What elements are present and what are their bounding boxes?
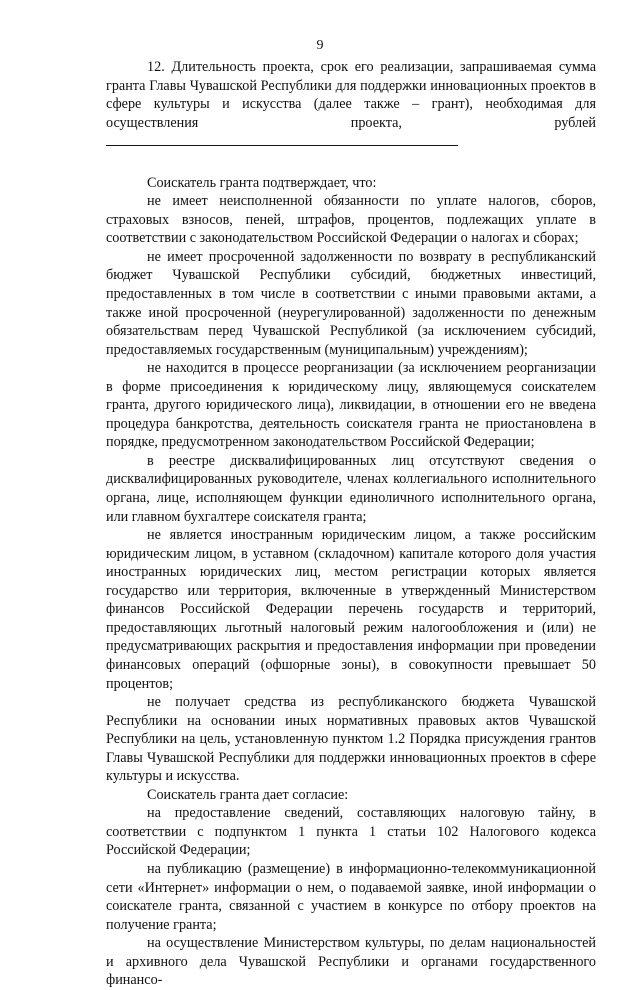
- consent-item-1: на предоставление сведений, составляющих налоговую тайну, в соответствии с подпунктом 1 пункта 1 статьи 102 Налогового кодекса Российской Федерации;: [106, 805, 596, 859]
- intro-paragraph: [106, 58, 596, 152]
- confirm-item-2: не имеет просроченной задолженности по возврату в республиканский бюджет Чувашской Республики субсидий, бюджетных инвестиций, предоставленных в том числе в соответствии с иными правовыми актами, а также иной просроченной (неурегулированной) задолженности по денежным обязательствам перед Чувашской Республикой (за исключением субсидий, предоставляемых государственным (муниципальным) учреждениям);: [106, 248, 596, 358]
- page-number: 9: [316, 38, 324, 53]
- section-gap: [106, 152, 596, 174]
- intro-text: 12. Длительность проекта, срок его реализации, запрашиваемая сумма гранта Главы Чувашской Республики для поддержки инновационных проектов в сфере культуры и искусства (далее также – грант), необходимая для осуществления проекта, рублей: [106, 59, 596, 131]
- amount-fill-line: [106, 132, 458, 146]
- confirm-item-1: не имеет неисполненной обязанности по уплате налогов, сборов, страховых взносов, пеней, штрафов, процентов, подлежащих уплате в соответствии с законодательством Российской Федерации о налогах и сборах;: [106, 193, 596, 247]
- confirm-item-5: не является иностранным юридическим лицом, а также российским юридическим лицом, в уставном (складочном) капитале которого доля участия иностранных юридических лиц, местом регистрации которых является государство или территория, включенные в утвержденный Министерством финансов Российской Федерации перечень государств и территорий, предоставляющих льготный налоговый режим налогообложения и (или) не предусматривающих раскрытия и предоставления информации при проведении финансовых операций (офшорные зоны), в совокупности превышает 50 процентов;: [106, 527, 596, 692]
- consent-item-2: на публикацию (размещение) в информационно-телекоммуникационной сети «Интернет» информации о нем, о подаваемой заявке, иной информации о соискателе гранта, связанной с участием в конкурсе по отбору проектов на получение гранта;: [106, 860, 596, 933]
- consent-item-3: на осуществление Министерством культуры, по делам национальностей и архивного дела Чувашской Республики и органами государственного финансо-: [106, 935, 596, 989]
- confirm-item-3: не находится в процессе реорганизации (за исключением реорганизации в форме присоединения к юридическому лицу, являющемуся соискателем гранта, другого юридического лица), ликвидации, в отношении его не введена процедура банкротства, деятельность соискателя гранта не приостановлена в порядке, предусмотренном законодательством Российской Федерации;: [106, 360, 596, 451]
- confirm-item-4: в реестре дисквалифицированных лиц отсутствуют сведения о дисквалифицированных руководителе, членах коллегиального исполнительного органа, лице, исполняющем функции единоличного исполнительного органа, или главном бухгалтере соискателя гранта;: [106, 452, 596, 525]
- confirm-item-6: не получает средства из республиканского бюджета Чувашской Республики на основании иных нормативных правовых актов Чувашской Республики на цель, установленную пунктом 1.2 Порядка присуждения грантов Главы Чувашской Республики для поддержки инновационных проектов в сфере культуры и искусства.: [106, 694, 596, 785]
- document-body: [106, 58, 596, 990]
- confirm-heading: Соискатель гранта подтверждает, что:: [147, 174, 377, 191]
- consent-heading: Соискатель гранта дает согласие:: [147, 786, 349, 803]
